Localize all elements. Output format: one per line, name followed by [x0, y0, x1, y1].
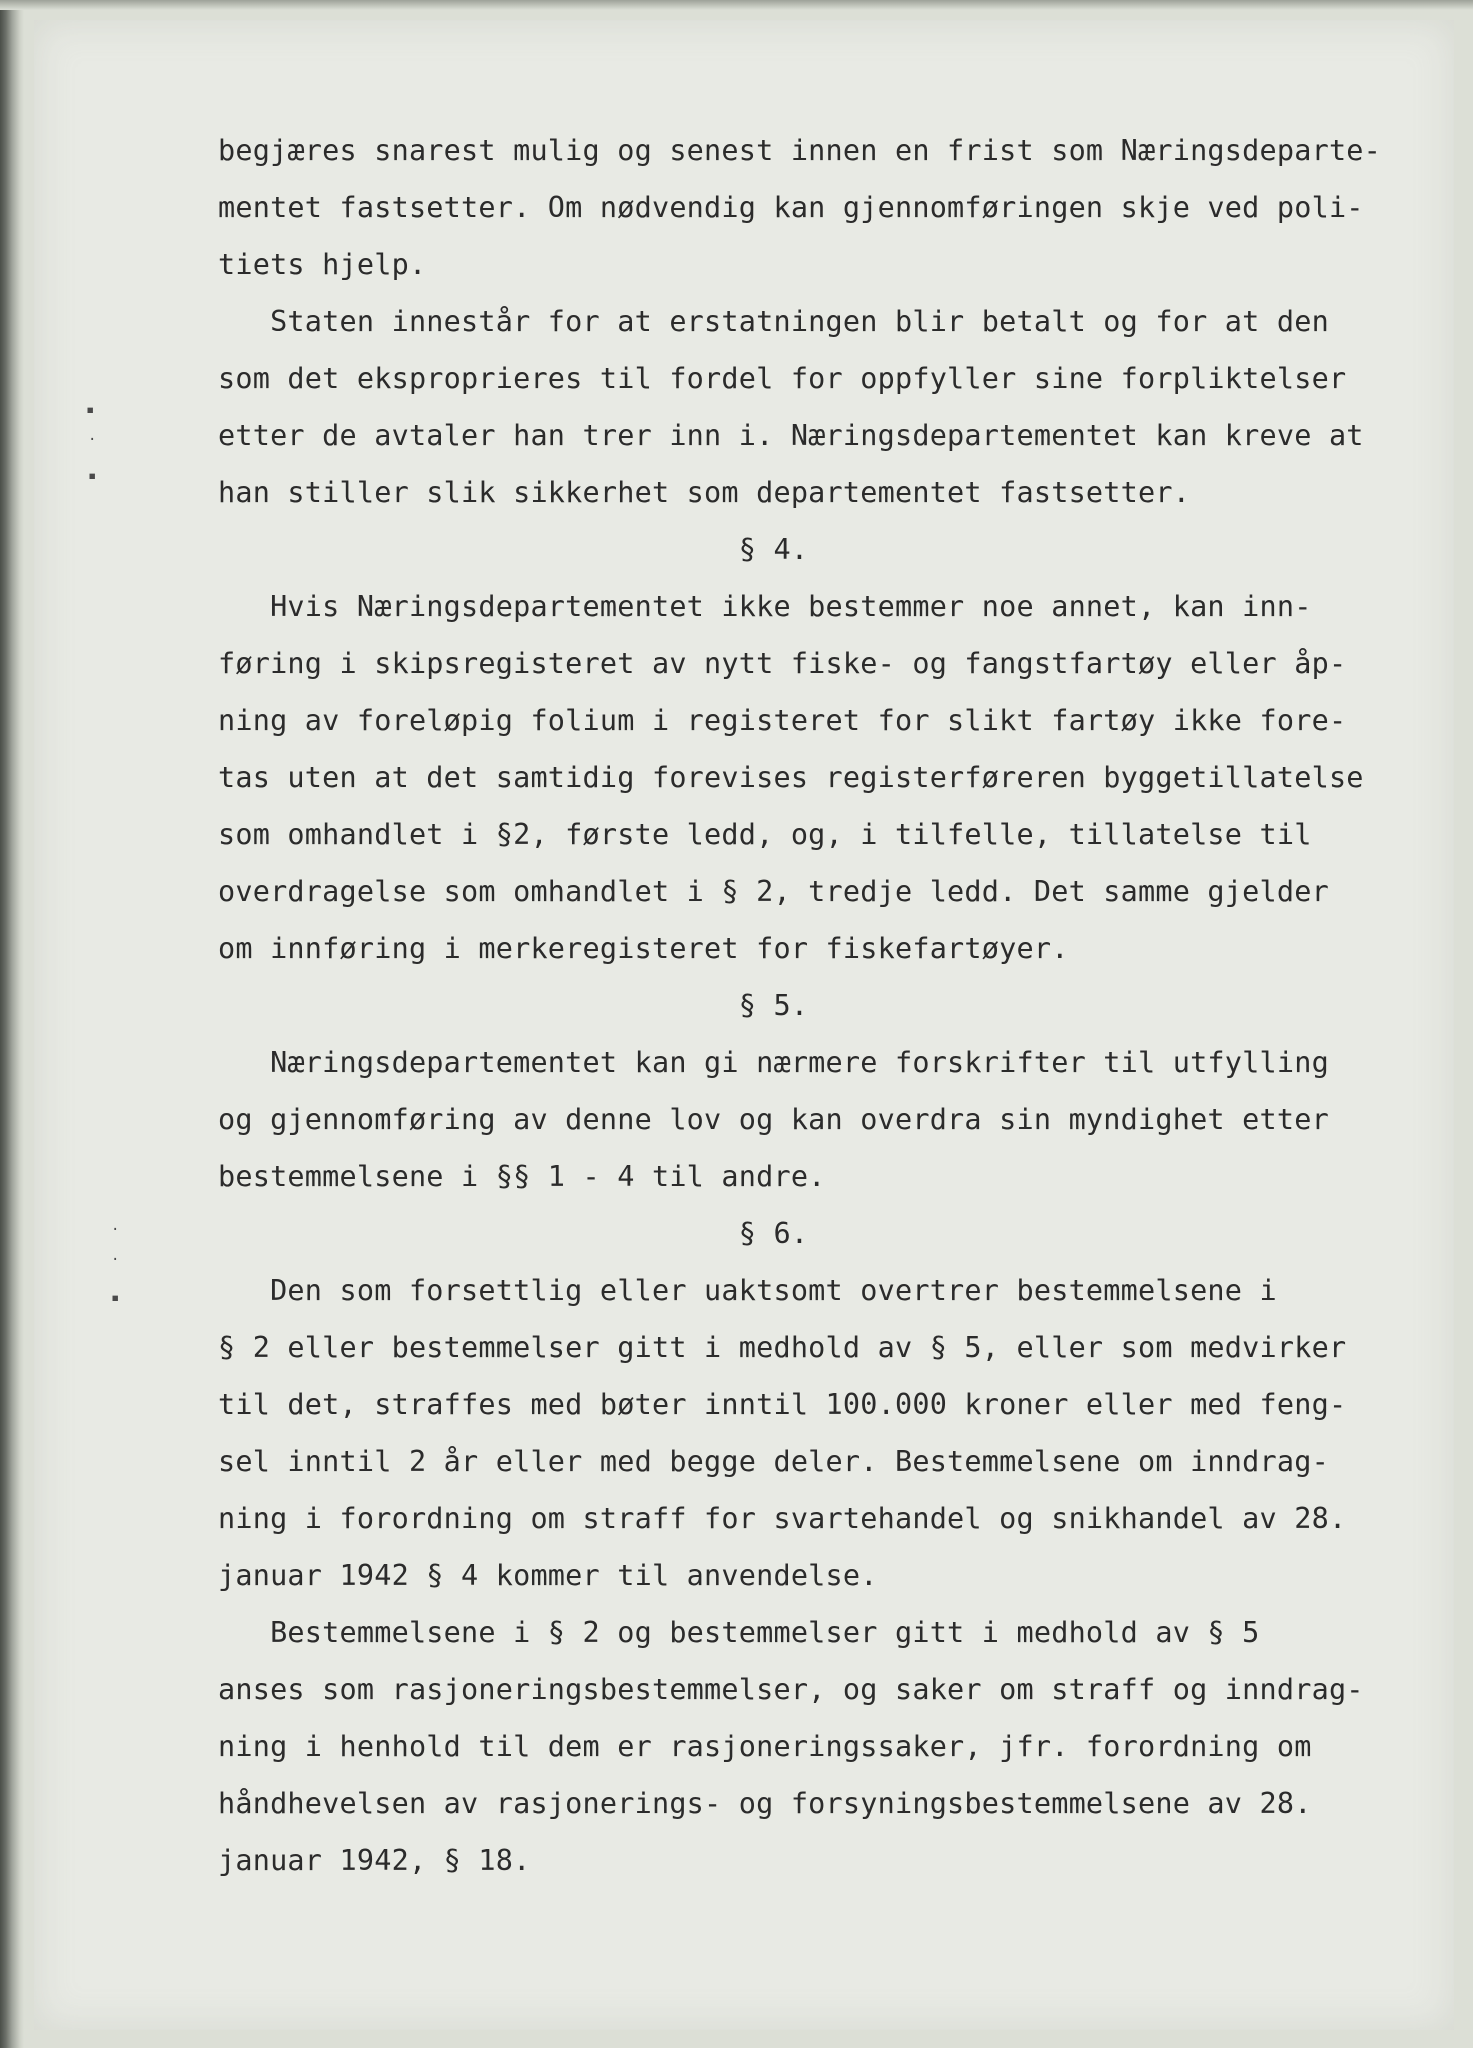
- section-heading: § 6.: [218, 1217, 809, 1250]
- text-line: § 2 eller bestemmelser gitt i medhold av § 5, eller som medvirker: [218, 1331, 1347, 1364]
- margin-mark: ·: [111, 1252, 120, 1268]
- text-line: begjæres snarest mulig og senest innen en frist som Næringsdeparte-: [218, 134, 1382, 167]
- text-line: tas uten at det samtidig forevises registerføreren byggetillatelse: [218, 761, 1364, 794]
- text-line: ning i henhold til dem er rasjoneringssaker, jfr. forordning om: [218, 1730, 1312, 1763]
- document-body: [218, 122, 1382, 1889]
- text-line: og gjennomføring av denne lov og kan overdra sin myndighet etter: [218, 1103, 1329, 1136]
- text-line: som omhandlet i §2, første ledd, og, i tilfelle, tillatelse til: [218, 818, 1312, 851]
- text-line: ning av foreløpig folium i registeret for slikt fartøy ikke fore-: [218, 704, 1347, 737]
- margin-mark: ▪: [111, 1290, 120, 1306]
- section-heading: § 4.: [218, 533, 809, 566]
- text-line: Hvis Næringsdepartementet ikke bestemmer noe annet, kan inn-: [218, 590, 1312, 623]
- text-line: som det eksproprieres til fordel for oppfyller sine forpliktelser: [218, 362, 1347, 395]
- text-line: bestemmelsene i §§ 1 - 4 til andre.: [218, 1160, 826, 1193]
- text-line: Næringsdepartementet kan gi nærmere forskrifter til utfylling: [218, 1046, 1329, 1079]
- scan-edge-left: [0, 0, 24, 2048]
- text-line: anses som rasjoneringsbestemmelser, og saker om straff og inndrag-: [218, 1673, 1364, 1706]
- text-line: føring i skipsregisteret av nytt fiske- og fangstfartøy eller åp-: [218, 647, 1347, 680]
- text-line: etter de avtaler han trer inn i. Næringsdepartementet kan kreve at: [218, 419, 1364, 452]
- text-line: håndhevelsen av rasjonerings- og forsyningsbestemmelsene av 28.: [218, 1787, 1312, 1820]
- text-line: Bestemmelsene i § 2 og bestemmelser gitt i medhold av § 5: [218, 1616, 1260, 1649]
- scan-edge-top: [0, 0, 1473, 10]
- text-line: overdragelse som omhandlet i § 2, tredje ledd. Det samme gjelder: [218, 875, 1329, 908]
- text-line: ning i forordning om straff for svartehandel og snikhandel av 28.: [218, 1502, 1347, 1535]
- section-heading: § 5.: [218, 989, 809, 1022]
- margin-mark: ·: [111, 1222, 120, 1238]
- text-line: Den som forsettlig eller uaktsomt overtrer bestemmelsene i: [218, 1274, 1277, 1307]
- text-line: mentet fastsetter. Om nødvendig kan gjennomføringen skje ved poli-: [218, 191, 1364, 224]
- text-line: januar 1942, § 18.: [218, 1844, 531, 1877]
- margin-mark: ·: [88, 432, 97, 448]
- text-line: sel inntil 2 år eller med begge deler. Bestemmelsene om inndrag-: [218, 1445, 1329, 1478]
- text-line: tiets hjelp.: [218, 248, 427, 281]
- margin-mark: ▪: [86, 402, 95, 418]
- text-line: til det, straffes med bøter inntil 100.000 kroner eller med feng-: [218, 1388, 1347, 1421]
- text-line: om innføring i merkeregisteret for fiskefartøyer.: [218, 932, 1069, 965]
- text-line: januar 1942 § 4 kommer til anvendelse.: [218, 1559, 878, 1592]
- text-line: han stiller slik sikkerhet som departementet fastsetter.: [218, 476, 1191, 509]
- margin-mark: ▪: [88, 468, 97, 484]
- text-line: Staten innestår for at erstatningen blir betalt og for at den: [218, 305, 1329, 338]
